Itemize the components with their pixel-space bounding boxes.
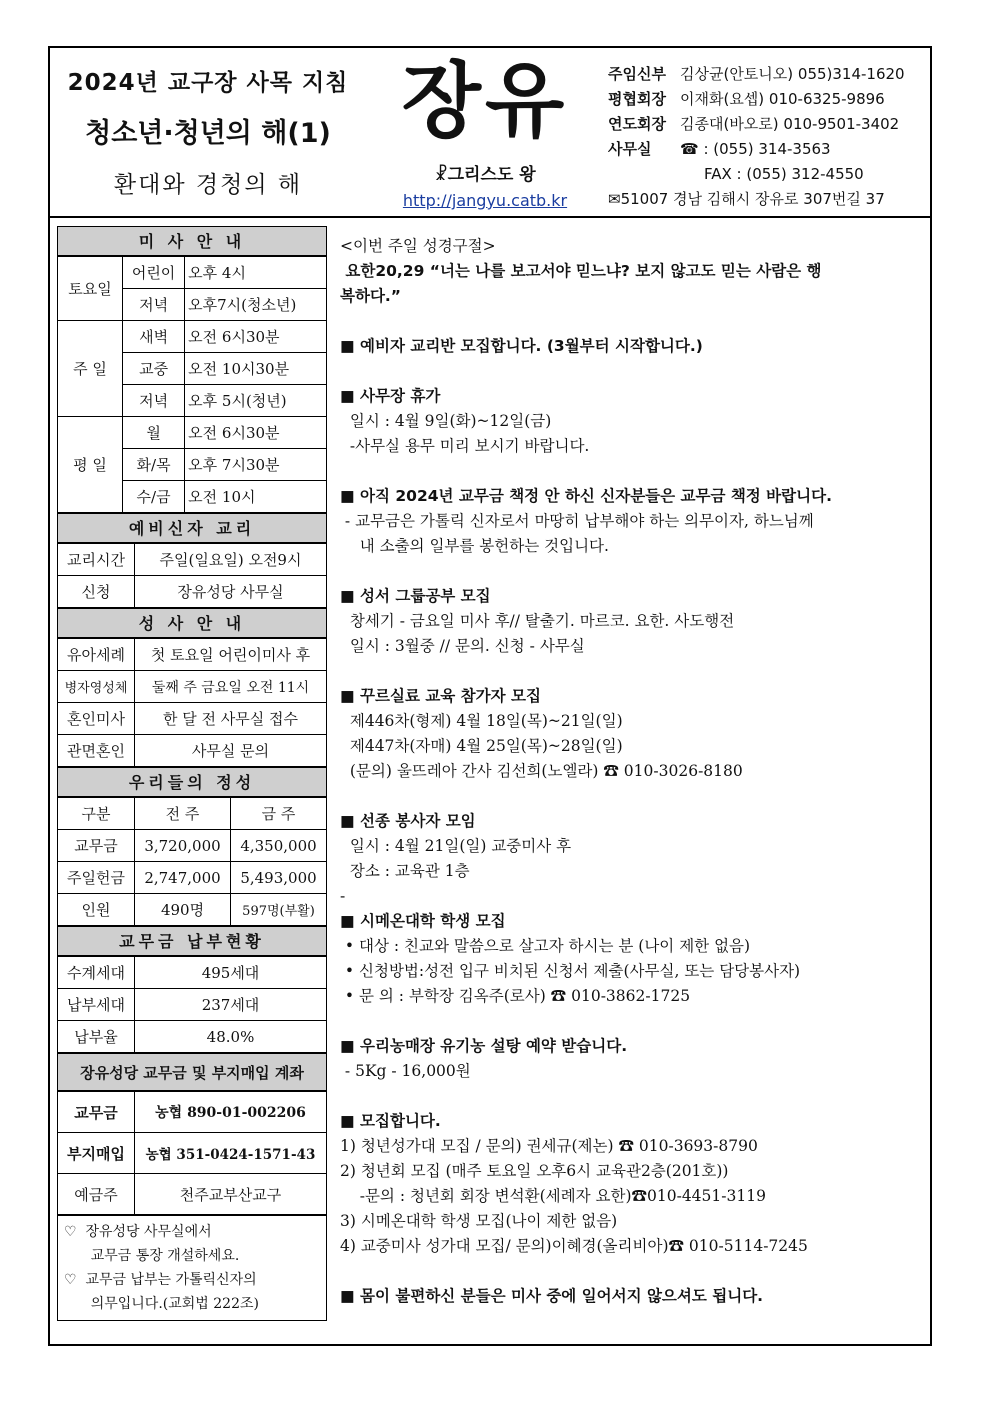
contact-row (608, 137, 928, 162)
catechumen-label: 교리시간 (58, 544, 135, 576)
announcement-line: 일시 : 4월 9일(화)~12일(금) (340, 412, 552, 430)
announcement-heading: ■ 꾸르실료 교육 참가자 모집 (340, 687, 541, 705)
mass-schedule-title: 미 사 안 내 (57, 226, 327, 256)
announcement-line: • 신청방법:성전 입구 비치된 신청서 제출(사무실, 또는 담당봉사자) (340, 962, 801, 980)
offering-prev: 3,720,000 (135, 830, 231, 862)
offering-col-header: 구분 (58, 798, 135, 830)
offering-prev: 2,747,000 (135, 862, 231, 894)
sacrament-label: 관면혼인 (58, 735, 135, 767)
dues-title: 교무금 납부현황 (57, 926, 327, 956)
account-note-line: 교무금 통장 개설하세요. (64, 1248, 240, 1264)
announcement-line: 3) 시메온대학 학생 모집(나이 제한 없음) (340, 1212, 618, 1230)
mass-time-label: 새벽 (123, 321, 185, 353)
announcement-heading: ■ 예비자 교리반 모집합니다. (3월부터 시작합니다.) (340, 337, 703, 355)
announcement-line (340, 359, 930, 384)
contact-label: 사무실 (608, 140, 652, 158)
announcement-line: -사무실 용무 미리 보시기 바랍니다. (340, 437, 590, 455)
announcement-line: 제447차(자매) 4월 25일(목)~28일(일) (340, 737, 623, 755)
mass-day-label: 토요일 (58, 257, 123, 321)
offering-label: 교무금 (58, 830, 135, 862)
announcement-line: 일시 : 4월 21일(일) 교중미사 후 (340, 837, 572, 855)
announcement-heading: ■ 우리농매장 유기농 설탕 예약 받습니다. (340, 1037, 628, 1055)
parish-url-link[interactable]: http://jangyu.catb.kr (402, 191, 568, 210)
offering-curr: 5,493,000 (231, 862, 327, 894)
dues-value: 48.0% (135, 1021, 327, 1053)
dues-label: 수계세대 (58, 957, 135, 989)
announcement-line (340, 309, 930, 334)
mass-time-label: 화/목 (123, 449, 185, 481)
account-note-line: ♡ 교무금 납부는 가톨릭신자의 (64, 1272, 257, 1288)
guideline-year: 2024년 교구장 사목 지침 (67, 70, 349, 96)
catechumen-title: 예비신자 교리 (57, 513, 327, 543)
announcement-line (340, 659, 930, 684)
announcement-line: • 문 의 : 부학장 김옥주(로사) ☎ 010-3862-1725 (340, 987, 691, 1005)
mass-time: 오후 7시30분 (185, 449, 327, 481)
account-holder: 천주교부산교구 (135, 1174, 327, 1215)
announcement-line (340, 459, 930, 484)
sacrament-value: 사무실 문의 (135, 735, 327, 767)
announcements (340, 234, 930, 1309)
sacrament-value: 한 달 전 사무실 접수 (135, 703, 327, 735)
contact-row (608, 112, 928, 137)
account-note-line: 의무입니다.(교회법 222조) (64, 1296, 259, 1312)
announcement-heading: 요한20,29 “너는 나를 보고서야 믿느냐? 보지 않고도 믿는 사람은 행 (340, 262, 822, 280)
announcement-line: -문의 : 청년회 회장 변석환(세례자 요한)☎010-4451-3119 (340, 1187, 766, 1205)
mass-time: 오전 10시30분 (185, 353, 327, 385)
contact-row (608, 162, 928, 187)
offering-label: 인원 (58, 894, 135, 926)
announcement-line: (문의) 울뜨레아 간사 김선희(노엘라) ☎ 010-3026-8180 (340, 762, 743, 780)
sacrament-label: 병자영성체 (58, 671, 135, 703)
catechumen-table (57, 543, 327, 608)
offering-title: 우리들의 정성 (57, 767, 327, 797)
parish-name: 장유 (401, 54, 569, 149)
mass-time-label: 저녁 (123, 289, 185, 321)
announcement-heading: ■ 시메온대학 학생 모집 (340, 912, 506, 930)
announcement-line: 1) 청년성가대 모집 / 문의) 권세규(제논) ☎ 010-3693-8790 (340, 1137, 758, 1155)
account-notes (57, 1215, 327, 1321)
contact-value: ✉51007 경남 김해시 장유로 307번길 37 (608, 190, 885, 208)
announcement-line: <이번 주일 성경구절> (340, 237, 496, 255)
account-title: 장유성당 교무금 및 부지매입 계좌 (57, 1053, 327, 1091)
dues-label: 납부세대 (58, 989, 135, 1021)
announcement-line (340, 1259, 930, 1284)
mass-time-label: 저녁 (123, 385, 185, 417)
announcement-heading: ■ 성서 그룹공부 모집 (340, 587, 491, 605)
announcement-heading: ■ 모집합니다. (340, 1112, 441, 1130)
announcement-line: 내 소출의 일부를 봉헌하는 것입니다. (340, 537, 609, 555)
announcement-line: 창세기 - 금요일 미사 후// 탈출기. 마르코. 요한. 사도행전 (340, 612, 735, 630)
mass-day-label: 평 일 (58, 417, 123, 513)
account-note-line: ♡ 장유성당 사무실에서 (64, 1224, 212, 1240)
dues-label: 납부율 (58, 1021, 135, 1053)
account-table (57, 1091, 327, 1215)
parish-title-block (380, 56, 590, 210)
announcement-line: - (340, 887, 346, 905)
sacrament-value: 첫 토요일 어린이미사 후 (135, 639, 327, 671)
account-number: 농협 351-0424-1571-43 (135, 1133, 327, 1174)
announcement-line (340, 784, 930, 809)
sacrament-title: 성 사 안 내 (57, 608, 327, 638)
account-label: 교무금 (58, 1092, 135, 1133)
offering-label: 주일헌금 (58, 862, 135, 894)
mass-time: 오전 10시 (185, 481, 327, 513)
announcement-line: 제446차(형제) 4월 18일(목)~21일(일) (340, 712, 623, 730)
announcement-line: 일시 : 3월중 // 문의. 신청 - 사무실 (340, 637, 585, 655)
dues-table (57, 956, 327, 1053)
account-label: 부지매입 (58, 1133, 135, 1174)
contact-list (608, 62, 928, 212)
contact-row (608, 62, 928, 87)
contact-value: FAX : (055) 312-4550 (704, 165, 864, 183)
bulletin-frame (48, 46, 932, 1346)
catechumen-value: 장유성당 사무실 (135, 576, 327, 608)
announcement-heading: ■ 아직 2024년 교무금 책정 안 하신 신자분들은 교무금 책정 바랍니다. (340, 487, 832, 505)
announcement-line: 4) 교중미사 성가대 모집/ 문의)이혜경(올리비아)☎ 010-5114-7245 (340, 1237, 808, 1255)
announcement-heading: 복하다.” (340, 287, 401, 305)
dues-value: 495세대 (135, 957, 327, 989)
sacrament-value: 둘째 주 금요일 오전 11시 (135, 671, 327, 703)
announcement-line (340, 1084, 930, 1109)
contact-label: 평협회장 (608, 90, 666, 108)
contact-label: 주임신부 (608, 65, 666, 83)
contact-row (608, 187, 928, 212)
header (50, 48, 930, 218)
mass-time: 오후7시(청소년) (185, 289, 327, 321)
mass-time: 오전 6시30분 (185, 321, 327, 353)
mass-time-label: 교중 (123, 353, 185, 385)
sacrament-label: 유아세례 (58, 639, 135, 671)
parish-subtitle: ☧그리스도 왕 (434, 165, 536, 185)
contact-label: 연도회장 (608, 115, 666, 133)
contact-value: 김종대(바오로) 010-9501-3402 (680, 115, 900, 133)
announcement-line: 2) 청년회 모집 (매주 토요일 오후6시 교육관2층(201호)) (340, 1162, 729, 1180)
contact-row (608, 87, 928, 112)
mass-time: 오후 4시 (185, 257, 327, 289)
announcement-heading: ■ 사무장 휴가 (340, 387, 441, 405)
contact-value: 김상균(안토니오) 055)314-1620 (680, 65, 905, 83)
announcement-line (340, 559, 930, 584)
mass-time: 오후 5시(청년) (185, 385, 327, 417)
contact-value: ☎ : (055) 314-3563 (680, 140, 831, 158)
offering-curr: 597명(부활) (231, 894, 327, 926)
mass-time-label: 월 (123, 417, 185, 449)
announcement-heading: ■ 선종 봉사자 모임 (340, 812, 476, 830)
mass-day-label: 주 일 (58, 321, 123, 417)
offering-table (57, 797, 327, 926)
dues-value: 237세대 (135, 989, 327, 1021)
pastoral-guideline (58, 64, 358, 199)
guideline-subtheme: 환대와 경청의 해 (113, 172, 303, 198)
offering-prev: 490명 (135, 894, 231, 926)
offering-curr: 4,350,000 (231, 830, 327, 862)
announcement-line: 장소 : 교육관 1층 (340, 862, 470, 880)
account-label: 예금주 (58, 1174, 135, 1215)
mass-schedule-table (57, 256, 327, 513)
announcement-line: - 5Kg - 16,000원 (340, 1062, 471, 1080)
catechumen-value: 주일(일요일) 오전9시 (135, 544, 327, 576)
announcement-line (340, 1009, 930, 1034)
mass-time-label: 수/금 (123, 481, 185, 513)
sacrament-table (57, 638, 327, 767)
announcement-line: • 대상 : 친교와 말씀으로 살고자 하시는 분 (나이 제한 없음) (340, 937, 751, 955)
account-number: 농협 890-01-002206 (135, 1092, 327, 1133)
mass-time: 오전 6시30분 (185, 417, 327, 449)
offering-col-header: 금 주 (231, 798, 327, 830)
announcement-line: - 교무금은 가톨릭 신자로서 마땅히 납부해야 하는 의무이자, 하느님께 (340, 512, 814, 530)
catechumen-label: 신청 (58, 576, 135, 608)
announcement-heading: ■ 몸이 불편하신 분들은 미사 중에 일어서지 않으셔도 됩니다. (340, 1287, 764, 1305)
guideline-theme: 청소년·청년의 해(1) (85, 118, 331, 149)
sacrament-label: 혼인미사 (58, 703, 135, 735)
offering-col-header: 전 주 (135, 798, 231, 830)
sidebar (57, 226, 327, 1321)
mass-time-label: 어린이 (123, 257, 185, 289)
contact-value: 이재화(요셉) 010-6325-9896 (680, 90, 885, 108)
